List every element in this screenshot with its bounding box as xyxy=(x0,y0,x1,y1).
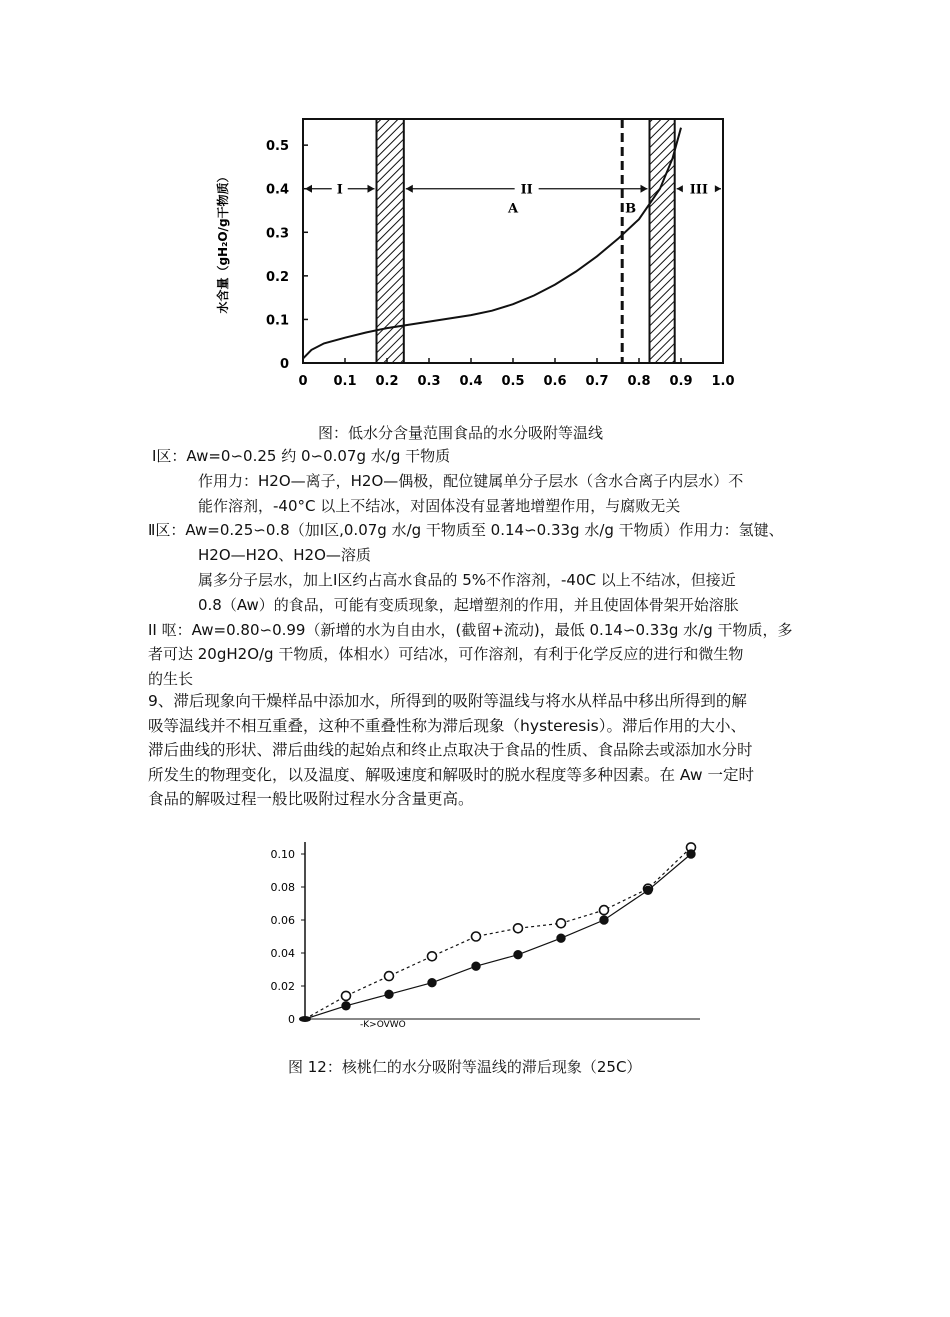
filled-circle-point xyxy=(644,886,652,894)
para9-line: 所发生的物理变化，以及温度、解吸速度和解吸时的脱水程度等多种因素。在 Aw 一定时 xyxy=(148,765,755,784)
caption-top: 图：低水分含量范围食品的水分吸附等温线 xyxy=(318,424,604,442)
x-tick-label: 0.6 xyxy=(543,374,567,389)
annotation-A: A xyxy=(507,201,519,217)
filled-circle-point xyxy=(600,916,608,924)
y-tick-label: 0.10 xyxy=(270,848,295,861)
x-tick-label: 0.5 xyxy=(501,374,525,389)
y-tick-label: 0.08 xyxy=(270,881,295,894)
text-line: 的生长 xyxy=(148,670,194,689)
region-label-2: II xyxy=(520,182,533,198)
y-tick-label: 0.06 xyxy=(270,914,295,927)
arrowhead-right xyxy=(641,185,648,193)
x-tick-label: 1.0 xyxy=(711,374,735,389)
x-tick-label: 0.3 xyxy=(417,374,441,389)
y-tick-label: 0.3 xyxy=(265,226,289,242)
y-tick-label: 0.4 xyxy=(265,182,289,198)
text-line: Ⅰ区：Aw=0∽0.25 约 0∽0.07g 水/g 干物质 xyxy=(152,447,451,465)
hysteresis-chart xyxy=(270,834,710,1034)
open-circle-point xyxy=(472,932,481,941)
open-circle-point xyxy=(342,991,351,1000)
text-line: II 呕：Aw=0.80∽0.99（新增的水为自由水，(截留+流动)，最低 0.14∽0.33g 水/g 干物质，多 xyxy=(148,620,793,639)
text-line: 0.8（Aw）的食品，可能有变质现象，起增塑剂的作用，并且使固体骨架开始溶胀 xyxy=(198,595,739,614)
x-tick-label: 0.9 xyxy=(669,374,693,389)
x-tick-label: 0.4 xyxy=(459,374,483,389)
filled-circle-point xyxy=(428,979,436,987)
open-circle-point xyxy=(385,972,394,981)
arrowhead-right xyxy=(714,185,721,193)
open-circle-point xyxy=(514,924,523,933)
filled-circle-point xyxy=(687,850,695,858)
caption-bottom: 图 12：核桃仁的水分吸附等温线的滞后现象（25C） xyxy=(288,1058,642,1076)
y-tick-label: 0.02 xyxy=(270,980,295,993)
hatched-band-2 xyxy=(650,119,675,363)
x-tick-label: 0.1 xyxy=(333,374,357,389)
x-tick-label: 0.8 xyxy=(627,374,651,389)
open-circle-point xyxy=(600,906,609,915)
y-tick-label: 0.1 xyxy=(265,313,289,329)
filled-circle-point xyxy=(514,951,522,959)
region-label-1: I xyxy=(336,182,343,198)
filled-circle-point xyxy=(342,1002,350,1010)
text-line: 作用力：H2O—离子，H2O—偶极，配位键属单分子层水（含水合离子内层水）不 xyxy=(198,471,744,490)
text-line: Ⅱ区：Aw=0.25∽0.8（加Ⅰ区,0.07g 水/g 干物质至 0.14∽0.33g 水/g 干物质）作用力：氢键、 xyxy=(148,521,784,540)
y-tick-label: 0 xyxy=(279,357,289,372)
arrowhead-right xyxy=(368,185,375,193)
para9-line: 滞后曲线的形状、滞后曲线的起始点和终止点取决于食品的性质、食品除去或添加水分时 xyxy=(148,741,753,760)
arrowhead-left xyxy=(406,185,413,193)
open-circle-point xyxy=(428,952,437,961)
filled-circle-point xyxy=(385,990,393,998)
x-tick-label: 0 xyxy=(298,374,308,389)
filled-circle-point xyxy=(557,934,565,942)
arrowhead-left xyxy=(677,185,684,193)
series-line-1 xyxy=(305,847,691,1019)
isotherm-curve xyxy=(303,128,681,359)
annotation-B: B xyxy=(625,201,637,217)
y-axis-label: 水含量（gH₂O/g干物质） xyxy=(216,170,230,314)
open-circle-point xyxy=(557,919,566,928)
para9-line: 食品的解吸过程一般比吸附过程水分含量更高。 xyxy=(148,790,474,809)
x-tick-label: 0.7 xyxy=(585,374,609,389)
arrowhead-left xyxy=(305,185,312,193)
text-line: 者可达 20gH2O/g 干物质，体相水）可结冰，可作溶剂，有利于化学反应的进行和微生物 xyxy=(148,645,744,664)
x-tick-label: 0.2 xyxy=(375,374,399,389)
y-tick-label: 0 xyxy=(288,1013,295,1026)
region-label-3: III xyxy=(689,182,708,198)
text-line: 能作溶剂，-40°C 以上不结冰，对固体没有显著地增塑作用，与腐败无关 xyxy=(198,496,681,515)
para9-line: 9、滞后现象向干燥样品中添加水，所得到的吸附等温线与将水从样品中移出所得到的解 xyxy=(148,692,747,710)
y-tick-label: 0.2 xyxy=(265,269,289,285)
sorption-isotherm-chart xyxy=(205,108,745,398)
para9-line: 吸等温线并不相互重叠，这种不重叠性称为滞后现象（hysteresis）。滞后作用的大小、 xyxy=(148,716,746,735)
series-line-2 xyxy=(305,854,691,1019)
x-axis-fragment: -K>OVWO xyxy=(360,1020,406,1030)
text-line: H2O—H2O、H2O—溶质 xyxy=(198,546,371,565)
origin-point xyxy=(299,1016,311,1022)
y-tick-label: 0.5 xyxy=(265,139,289,155)
text-line: 属多分子层水，加上Ⅰ区约占高水食品的 5%不作溶剂，-40C 以上不结冰，但接近 xyxy=(198,571,736,589)
y-tick-label: 0.04 xyxy=(270,947,295,960)
filled-circle-point xyxy=(472,962,480,970)
